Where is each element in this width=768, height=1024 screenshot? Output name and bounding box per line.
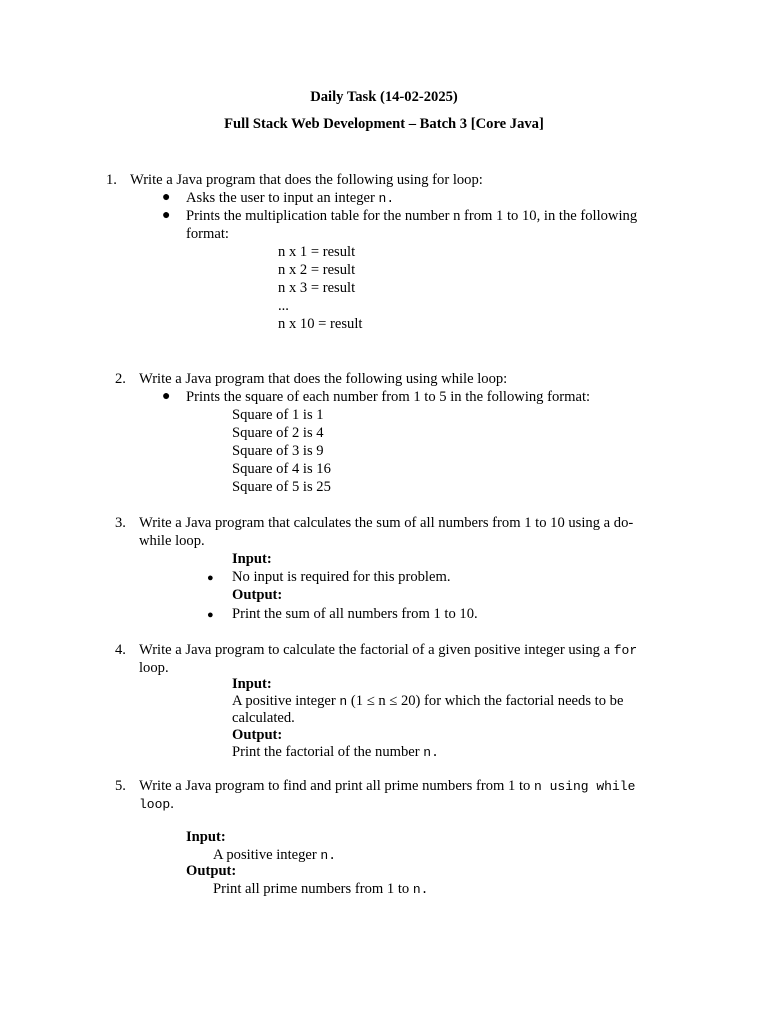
q4-input-label: Input:: [232, 676, 272, 692]
q2-line: Square of 2 is 4: [232, 425, 324, 441]
q2-text: Write a Java program that does the following using while loop:: [139, 371, 508, 387]
q1-line: n x 10 = result: [278, 316, 363, 332]
q5-input-text: A positive integer n.: [213, 847, 337, 863]
q4-code: for: [613, 643, 638, 658]
q5-input-label: Input:: [186, 829, 226, 845]
q1-line: ...: [278, 298, 289, 314]
q5-text-line1: Write a Java program to find and print all prime numbers from 1 to n using while: [139, 778, 636, 794]
q1-bullet-1: Asks the user to input an integer n.: [186, 190, 395, 206]
bullet-icon: ●: [207, 572, 214, 584]
q3-input-label: Input:: [232, 551, 272, 567]
bullet-icon: ●: [162, 389, 171, 404]
q1-line: n x 1 = result: [278, 244, 356, 260]
q1-line: n x 3 = result: [278, 280, 356, 296]
q1-line: n x 2 = result: [278, 262, 356, 278]
q4-number: 4.: [115, 642, 126, 658]
q5-output-text: Print all prime numbers from 1 to n.: [213, 881, 429, 897]
q1-number: 1.: [106, 172, 117, 188]
q1-bullet-2-cont: format:: [186, 226, 229, 242]
bullet-icon: ●: [162, 190, 171, 205]
q5-text-line2: loop.: [139, 796, 174, 812]
q1-var: n.: [378, 191, 395, 206]
q3-output-label: Output:: [232, 587, 283, 603]
q2-line: Square of 3 is 9: [232, 443, 324, 459]
q3-output-text: Print the sum of all numbers from 1 to 10.: [232, 606, 478, 622]
q5-number: 5.: [115, 778, 126, 794]
q5-code: n using while: [533, 779, 636, 794]
q2-number: 2.: [115, 371, 126, 387]
q3-text-line1: Write a Java program that calculates the sum of all numbers from 1 to 10 using a do-: [139, 515, 634, 531]
q1-text: Write a Java program that does the following using for loop:: [130, 172, 483, 188]
q1-bullet-2: Prints the multiplication table for the number n from 1 to 10, in the following: [186, 208, 638, 224]
q4-output-label: Output:: [232, 727, 283, 743]
bullet-icon: ●: [162, 208, 171, 223]
document-subtitle: Full Stack Web Development – Batch 3 [Core Java]: [224, 116, 544, 132]
q4-input-text-line1: A positive integer n (1 ≤ n ≤ 20) for which the factorial needs to be: [232, 693, 624, 709]
q4-text-line2: loop.: [139, 660, 169, 676]
q4-output-text: Print the factorial of the number n.: [232, 744, 439, 760]
q2-line: Square of 1 is 1: [232, 407, 324, 423]
q5-output-label: Output:: [186, 863, 237, 879]
q2-bullet: Prints the square of each number from 1 to 5 in the following format:: [186, 389, 591, 405]
q3-input-text: No input is required for this problem.: [232, 569, 451, 585]
q4-input-text-line2: calculated.: [232, 710, 295, 726]
q3-text-line2: while loop.: [139, 533, 205, 549]
q2-line: Square of 5 is 25: [232, 479, 331, 495]
bullet-icon: ●: [207, 609, 214, 621]
q4-text-line1: Write a Java program to calculate the factorial of a given positive integer using a for: [139, 642, 638, 658]
document-title: Daily Task (14-02-2025): [310, 89, 458, 105]
q3-number: 3.: [115, 515, 126, 531]
q2-line: Square of 4 is 16: [232, 461, 331, 477]
